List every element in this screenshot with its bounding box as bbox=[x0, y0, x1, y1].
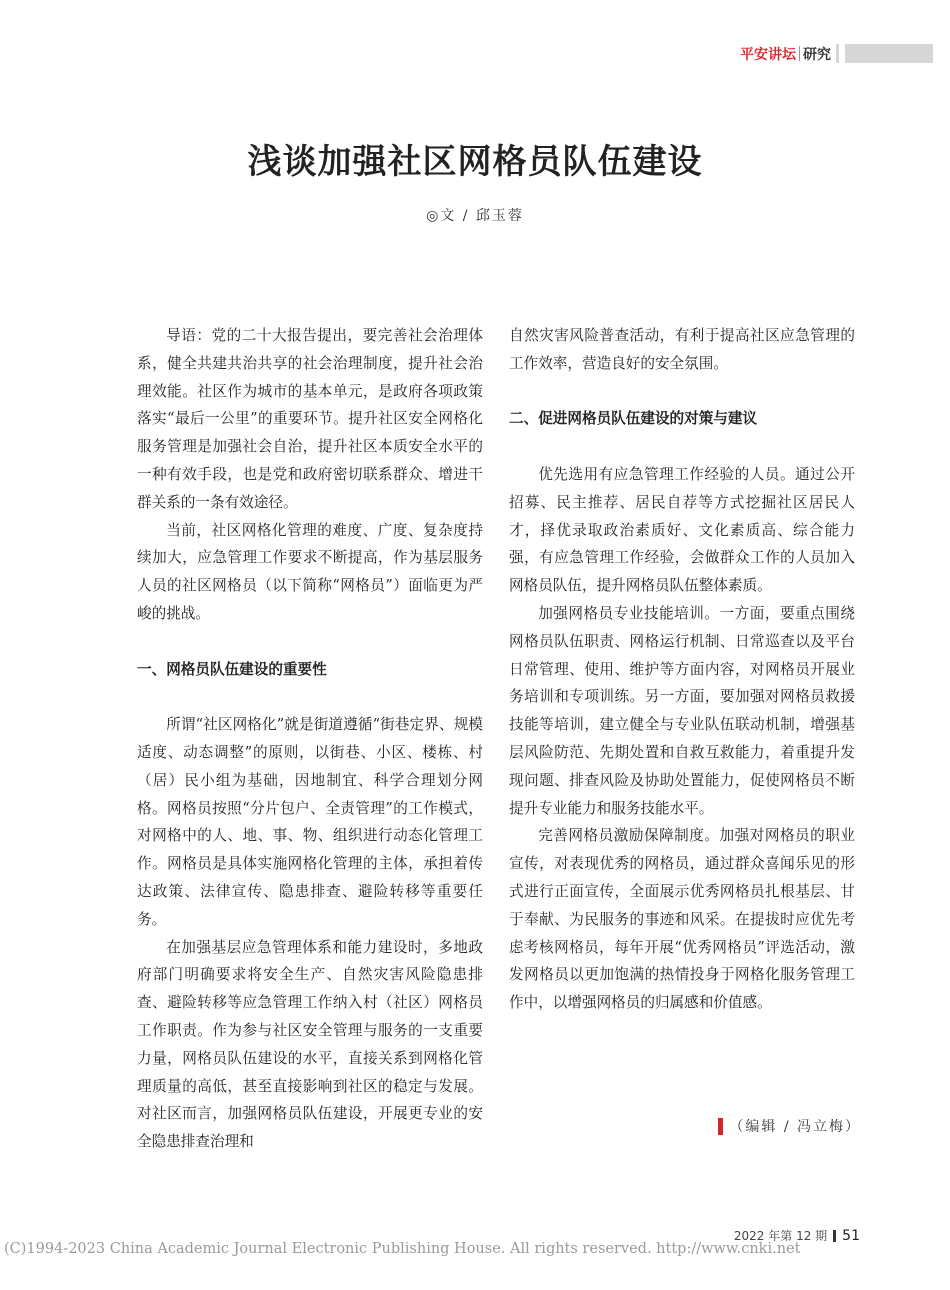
column-label: 研究 bbox=[803, 46, 831, 63]
section-heading: 一、网格员队伍建设的重要性 bbox=[137, 660, 327, 678]
paragraph: 完善网格员激励保障制度。加强对网格员的职业宣传，对表现优秀的网格员，通过群众喜闻乐见的形式进行正面宣传，全面展示优秀网格员扎根基层、甘于奉献、为民服务的事迹和风采。在提拔时应优先考虑考核网格员，每年开展“优秀网格员”评选活动，激发网格员以更加饱满的热情投身于网格化服务管理工作中，以增强网格员的归属感和价值感。 bbox=[509, 827, 855, 1012]
editor-credit bbox=[718, 1113, 861, 1139]
paragraph: 加强网格员专业技能培训。一方面，要重点围绕网格员队伍职责、网格运行机制、日常巡查以及平台日常管理、使用、维护等方面内容，对网格员开展业务培训和专项训练。另一方面，要加强对网格员救援技能等培训，建立健全与专业队伍联动机制，增强基层风险防范、先期处置和自救互救能力，着重提升发现问题、排查风险及协助处置能力，促使网格员不断提升专业能力和服务技能水平。 bbox=[509, 604, 855, 817]
paragraph: 所谓“社区网格化”就是街道遵循“街巷定界、规模适度、动态调整”的原则，以街巷、小区、楼栋、村（居）民小组为基础，因地制宜、科学合理划分网格。网格员按照“分片包户、全责管理”的工作模式，对网格中的人、地、事、物、组织进行动态化管理工作。网格员是具体实施网格化管理的主体，承担着传达政策、法律宣传、隐患排查、避险转移等重要任务。 bbox=[137, 716, 483, 928]
copyright-notice: (C)1994-2023 China Academic Journal Electronic Publishing House. All rights reserved. http://www.cnki.net bbox=[4, 1241, 801, 1257]
article-title: 浅谈加强社区网格员队伍建设 bbox=[247, 142, 703, 182]
header-grey-bar bbox=[845, 44, 933, 63]
paragraph: 导语：党的二十大报告提出，要完善社会治理体系，健全共建共治共享的社会治理制度，提升社会治理效能。社区作为城市的基本单元，是政府各项政策落实“最后一公里”的重要环节。提升社区安全网格化服务管理是加强社会自治，提升社区本质安全水平的一种有效手段，也是党和政府密切联系群众、增进干群关系的一条有效途径。 bbox=[137, 327, 483, 511]
paragraph: 在加强基层应急管理体系和能力建设时，多地政府部门明确要求将安全生产、自然灾害风险隐患排查、避险转移等应急管理工作纳入村（社区）网格员工作职责。作为参与社区安全管理与服务的一支重要力量，网格员队伍建设的水平，直接关系到网格化管理质量的高低，甚至直接影响到社区的稳定与发展。对社区而言，加强网格员队伍建设，开展更专业的安全隐患排查治理和 bbox=[137, 938, 483, 1151]
left-column bbox=[137, 322, 483, 1156]
editor-marker bbox=[718, 1118, 723, 1135]
page-number: 51 bbox=[842, 1227, 860, 1244]
editor-name: （编辑 / 冯立梅） bbox=[729, 1119, 861, 1135]
paragraph: 自然灾害风险普查活动，有利于提高社区应急管理的工作效率，营造良好的安全氛围。 bbox=[509, 327, 855, 372]
section-heading: 二、促进网格员队伍建设的对策与建议 bbox=[509, 410, 758, 428]
header-tick bbox=[836, 44, 839, 63]
paragraph: 优先选用有应急管理工作经验的人员。通过公开招募、民主推荐、居民自荐等方式挖掘社区居民人才，择优录取政治素质好、文化素质高、综合能力强，有应急管理工作经验，会做群众工作的人员加入网格员队伍，提升网格员队伍整体素质。 bbox=[509, 465, 855, 595]
paragraph: 当前，社区网格化管理的难度、广度、复杂度持续加大，应急管理工作要求不断提高，作为基层服务人员的社区网格员（以下简称“网格员”）面临更为严峻的挑战。 bbox=[137, 521, 483, 622]
article-byline: ◎文 / 邱玉蓉 bbox=[426, 208, 524, 224]
right-column bbox=[509, 322, 855, 1017]
running-header bbox=[740, 44, 933, 63]
issue-label: 2022 年第 12 期 bbox=[733, 1229, 828, 1243]
section-label: 平安讲坛 bbox=[740, 46, 796, 63]
footer-marker bbox=[833, 1230, 836, 1242]
header-divider bbox=[799, 46, 800, 61]
